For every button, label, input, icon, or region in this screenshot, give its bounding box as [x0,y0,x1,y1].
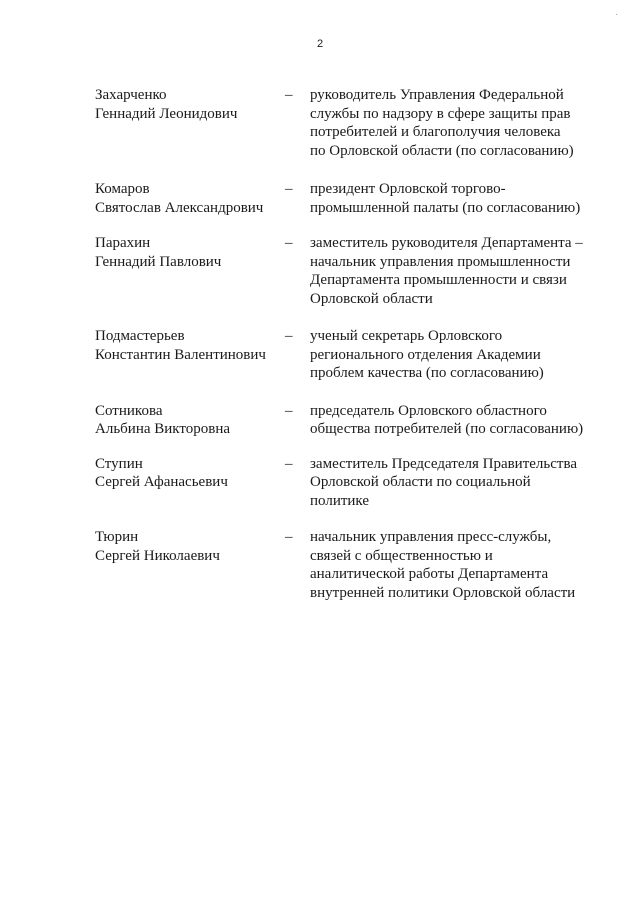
position-line: Орловской области по социальной [310,474,531,490]
member-given-names: Святослав Александрович [95,199,264,216]
member-given-names: Геннадий Павлович [95,253,222,270]
member-name [95,180,285,217]
member-position [310,528,605,602]
member-position [310,327,605,383]
position-line: председатель Орловского областного [310,402,547,419]
member-name [95,455,285,492]
member-name [95,86,285,123]
member-name [95,234,285,271]
position-line: службы по надзору в сфере защиты прав [310,105,571,122]
member-row [95,180,605,217]
position-line: политике [310,492,369,509]
position-line: начальник управления пресс-службы, [310,529,552,545]
member-position [310,234,605,308]
member-given-names: Сергей Афанасьевич [95,474,228,490]
position-line: потребителей и благополучия человека [310,124,561,140]
position-line: Департамента промышленности и связи [310,272,567,288]
member-dash: – [285,402,293,419]
page-number: 2 [316,38,324,50]
position-line: связей с общественностью и [310,547,493,564]
position-line: заместитель Председателя Правительства [310,455,578,472]
member-row [95,327,605,383]
member-name [95,327,285,364]
member-name [95,402,285,439]
position-line: общества потребителей (по согласованию) [310,421,584,437]
position-line: промышленной палаты (по согласованию) [310,199,581,216]
member-dash: – [285,235,293,251]
position-line: внутренней политики Орловской области [310,584,576,601]
position-line: аналитической работы Департамента [310,566,549,582]
member-given-names: Сергей Николаевич [95,547,220,564]
member-dash: – [285,181,293,197]
member-row [95,402,605,439]
position-line: проблем качества (по согласованию) [310,365,544,381]
member-given-names: Константин Валентинович [95,346,266,363]
corner-mark: · [615,10,618,19]
member-row [95,86,605,160]
member-dash: – [285,328,293,344]
member-name [95,528,285,565]
position-line: регионального отделения Академии [310,346,541,363]
position-line: начальник управления промышленности [310,253,571,270]
member-dash: – [285,87,293,103]
member-row [95,234,605,308]
position-line: Орловской области [310,290,433,307]
position-line: заместитель руководителя Департамента – [310,235,583,251]
member-given-names: Альбина Викторовна [95,421,230,437]
member-list [95,86,605,602]
member-surname: Сотникова [95,402,163,419]
position-line: ученый секретарь Орловского [310,328,503,344]
member-row [95,455,605,511]
member-surname: Комаров [95,181,150,197]
member-position [310,455,605,511]
member-position [310,402,605,439]
member-surname: Ступин [95,455,143,472]
position-line: руководитель Управления Федеральной [310,87,564,103]
member-position [310,180,605,217]
member-surname: Тюрин [95,529,139,545]
member-position [310,86,605,160]
member-dash: – [285,455,293,472]
member-surname: Парахин [95,235,151,251]
member-surname: Подмастерьев [95,328,185,344]
member-dash: – [285,529,293,545]
member-surname: Захарченко [95,87,167,103]
member-row [95,528,605,602]
member-given-names: Геннадий Леонидович [95,105,238,122]
position-line: по Орловской области (по согласованию) [310,142,574,159]
position-line: президент Орловской торгово- [310,181,506,197]
